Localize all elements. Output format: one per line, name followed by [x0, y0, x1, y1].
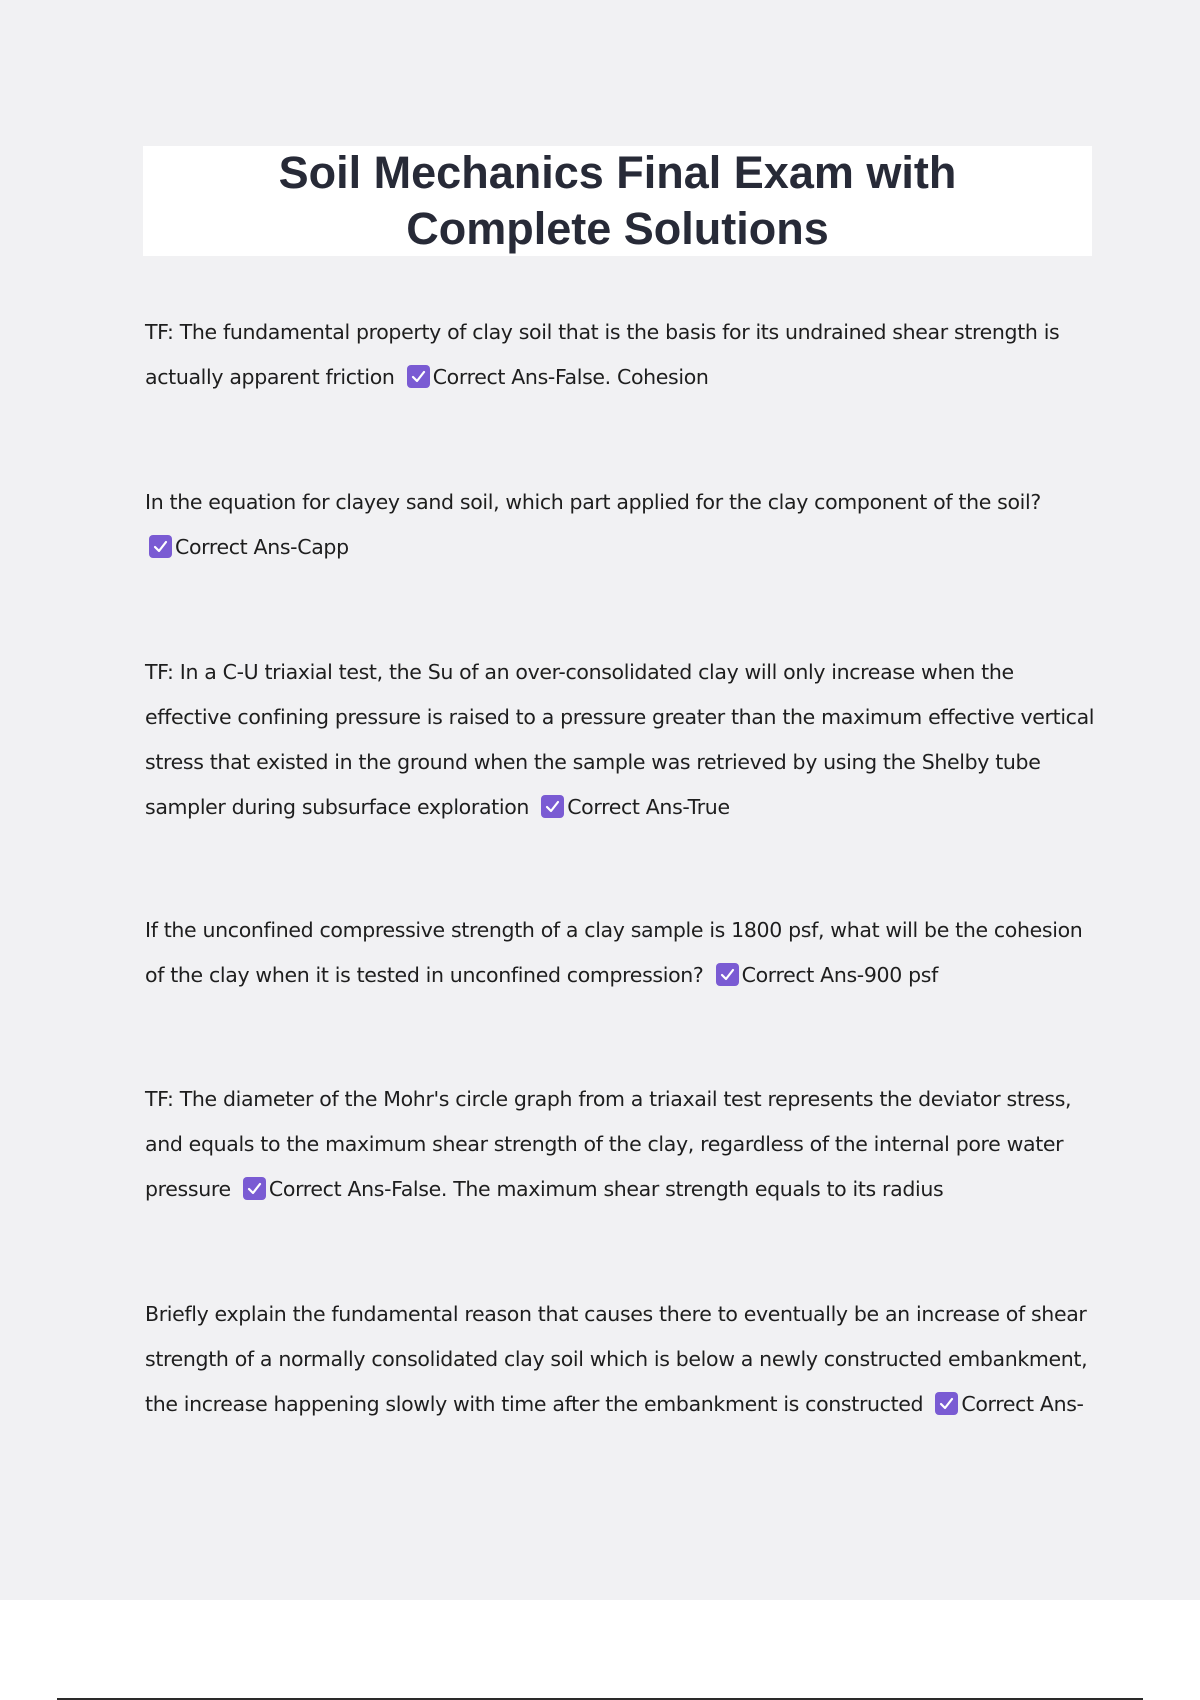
- qa-item-5: [145, 1077, 1095, 1212]
- qa-item-4: [145, 908, 1095, 998]
- question-text: Briefly explain the fundamental reason that causes there to eventually be an increase of shear strength of a normally consolidated clay soil which is below a newly constructed embankment, the increase happening slowly with time after the embankment is constructed: [145, 1302, 1088, 1416]
- question-text: TF: In a C-U triaxial test, the Su of an over-consolidated clay will only increase when the effective confining pressure is raised to a pressure greater than the maximum effective vertical stress that existed in the ground when the sample was retrieved by using the Shelby tube sampler during subsurface exploration: [145, 660, 1095, 819]
- checkbox-checked-icon: [149, 535, 172, 558]
- title-banner: [143, 146, 1092, 256]
- question-text: TF: The fundamental property of clay soil that is the basis for its undrained shear strength is actually apparent friction: [145, 320, 1060, 389]
- answer-text: Correct Ans-900 psf: [741, 963, 938, 987]
- qa-item-3: [145, 650, 1095, 830]
- checkbox-checked-icon: [716, 963, 739, 986]
- answer-text: Correct Ans-: [961, 1392, 1084, 1416]
- checkbox-checked-icon: [935, 1392, 958, 1415]
- question-text: If the unconfined compressive strength of a clay sample is 1800 psf, what will be the cohesion of the clay when it is tested in unconfined compression?: [145, 918, 1083, 987]
- document-title: [279, 145, 957, 257]
- title-line-2: Complete Solutions: [406, 203, 829, 254]
- answer-text: Correct Ans-False. Cohesion: [432, 365, 709, 389]
- title-line-1: Soil Mechanics Final Exam with: [278, 147, 957, 198]
- answer-text: Correct Ans-False. The maximum shear strength equals to its radius: [268, 1177, 944, 1201]
- qa-item-6: [145, 1292, 1095, 1427]
- question-text: In the equation for clayey sand soil, which part applied for the clay component of the soil?: [145, 490, 1041, 514]
- checkbox-checked-icon: [541, 795, 564, 818]
- answer-text: Correct Ans-Capp: [175, 535, 349, 559]
- qa-item-1: [145, 310, 1095, 400]
- checkbox-checked-icon: [407, 365, 430, 388]
- answer-text: Correct Ans-True: [567, 795, 730, 819]
- checkbox-checked-icon: [243, 1177, 266, 1200]
- qa-item-2: [145, 480, 1095, 570]
- question-text: TF: The diameter of the Mohr's circle graph from a triaxail test represents the deviator stress, and equals to the maximum shear strength of the clay, regardless of the internal pore water pressure: [145, 1087, 1072, 1201]
